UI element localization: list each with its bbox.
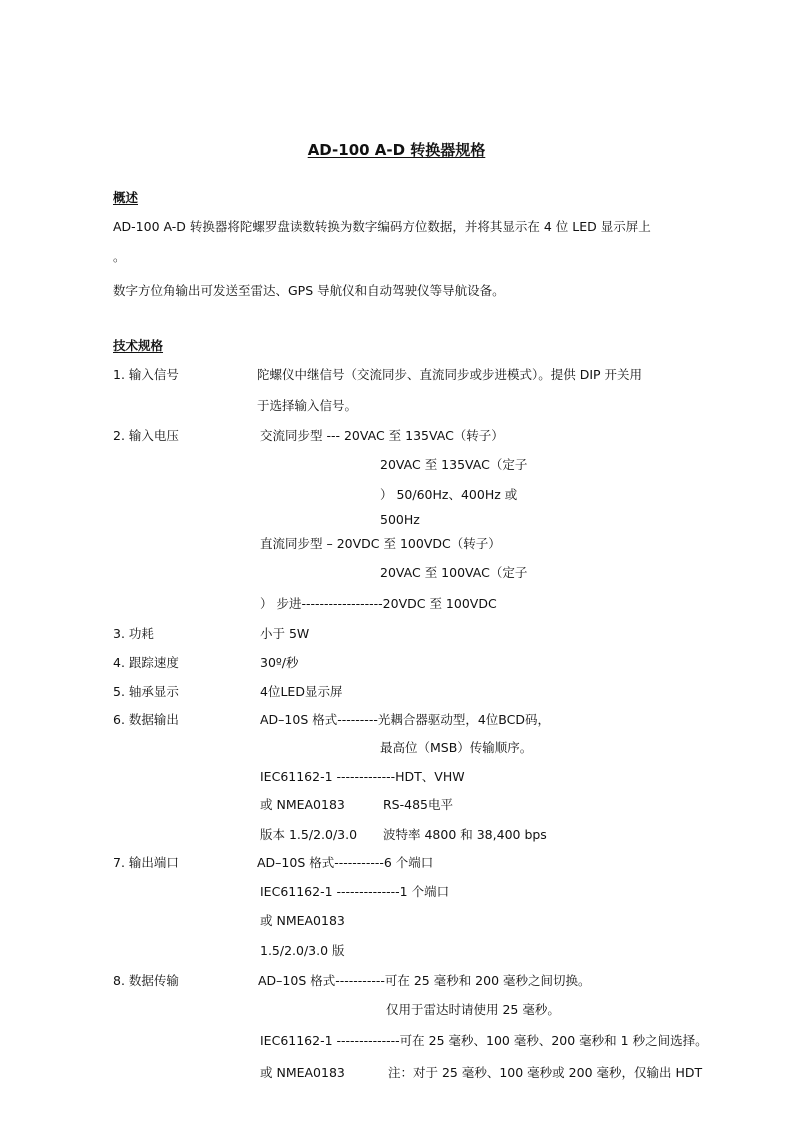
spec-value: IEC61162-1 -------------HDT、VHW [260, 769, 465, 784]
spec-value: 波特率 4800 和 38,400 bps [383, 827, 547, 842]
spec-label-input-voltage: 2. 输入电压 [113, 428, 179, 443]
spec-value: AD–10S 格式---------光耦合器驱动型，4位BCD码， [260, 712, 550, 727]
spec-value: ） 50/60Hz、400Hz 或 [380, 487, 518, 502]
spec-value: 直流同步型 – 20VDC 至 100VDC（转子） [260, 536, 501, 551]
spec-value: 或 NMEA0183 [260, 1065, 345, 1080]
spec-value: 20VAC 至 100VAC（定子 [380, 565, 528, 580]
spec-value: 小于 5W [260, 626, 310, 641]
specs-heading: 技术规格 [113, 338, 164, 353]
spec-label-data-transfer: 8. 数据传输 [113, 973, 179, 988]
spec-value: 4位LED显示屏 [260, 684, 343, 699]
document-title [0, 140, 793, 160]
spec-label-power: 3. 功耗 [113, 626, 154, 641]
spec-value: 交流同步型 --- 20VAC 至 135VAC（转子） [260, 428, 504, 443]
spec-label-input-signal: 1. 输入信号 [113, 367, 179, 382]
spec-value: 注：对于 25 毫秒、100 毫秒或 200 毫秒，仅输出 HDT [388, 1065, 703, 1080]
spec-value: 版本 1.5/2.0/3.0 [260, 827, 358, 842]
spec-label-tracking-speed: 4. 跟踪速度 [113, 655, 179, 670]
spec-label-data-output: 6. 数据输出 [113, 712, 179, 727]
overview-paragraph-line: 。 [113, 249, 126, 264]
spec-value: 20VAC 至 135VAC（定子 [380, 457, 528, 472]
spec-value: 于选择输入信号。 [257, 398, 358, 413]
spec-label-output-port: 7. 输出端口 [113, 855, 179, 870]
document-title-text: AD-100 A-D 转换器规格 [307, 141, 486, 159]
spec-value: AD–10S 格式-----------6 个端口 [257, 855, 434, 870]
spec-value: 最高位（MSB）传输顺序。 [380, 740, 533, 755]
spec-value: ） 步进------------------20VDC 至 100VDC [260, 596, 497, 611]
spec-label-bearing-display: 5. 轴承显示 [113, 684, 179, 699]
spec-value: IEC61162-1 --------------可在 25 毫秒、100 毫秒、200 毫秒和 1 秒之间选择。 [260, 1033, 708, 1048]
spec-value: 1.5/2.0/3.0 版 [260, 943, 345, 958]
spec-value: 或 NMEA0183 [260, 913, 345, 928]
overview-heading: 概述 [113, 190, 139, 205]
overview-paragraph-line: 数字方位角输出可发送至雷达、GPS 导航仪和自动驾驶仪等导航设备。 [113, 283, 505, 298]
overview-paragraph-line: AD-100 A-D 转换器将陀螺罗盘读数转换为数字编码方位数据，并将其显示在 4 位 LED 显示屏上 [113, 219, 651, 234]
spec-value: AD–10S 格式-----------可在 25 毫秒和 200 毫秒之间切换。 [258, 973, 591, 988]
spec-value: IEC61162-1 --------------1 个端口 [260, 884, 450, 899]
spec-value: 500Hz [380, 512, 420, 527]
spec-value: 仅用于雷达时请使用 25 毫秒。 [386, 1002, 560, 1017]
spec-value: 30º/秒 [260, 655, 299, 670]
spec-value: 或 NMEA0183 [260, 797, 345, 812]
spec-value: 陀螺仪中继信号（交流同步、直流同步或步进模式）。提供 DIP 开关用 [257, 367, 643, 382]
spec-value: RS-485电平 [383, 797, 453, 812]
